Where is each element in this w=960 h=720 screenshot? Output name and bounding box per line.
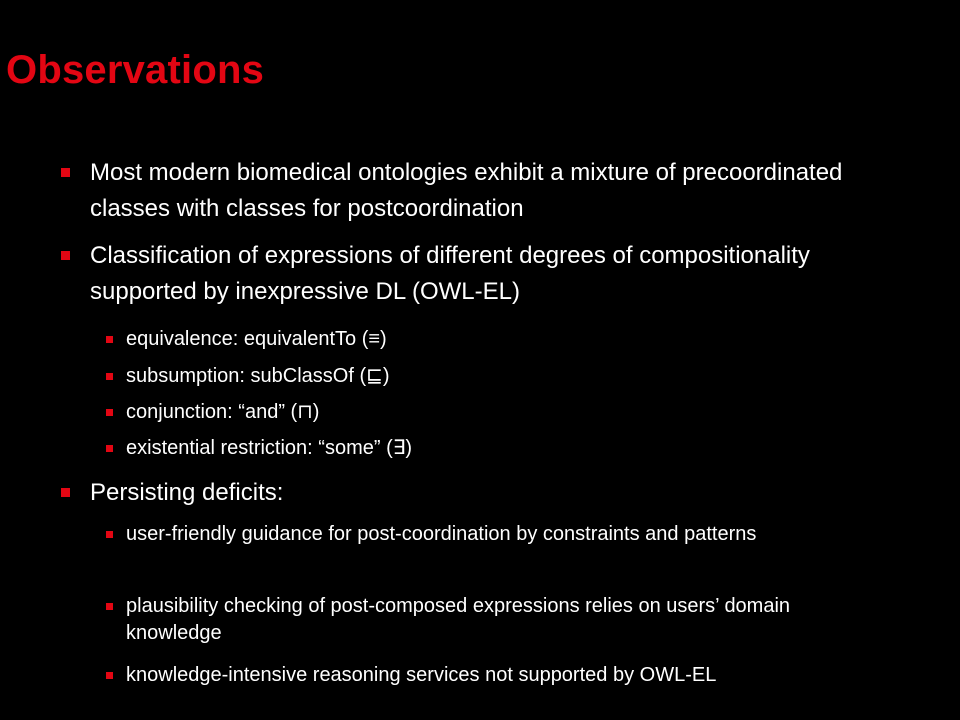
- sub-bullet-conjunction: conjunction: “and” (⊓): [126, 399, 876, 426]
- bullet-classification: Classification of expressions of different degrees of compositionality supported by inexpressive DL (OWL-EL): [90, 238, 920, 310]
- sub-bullet-reasoning: knowledge-intensive reasoning services not supported by OWL-EL: [126, 662, 876, 689]
- slide-title: Observations: [6, 48, 265, 92]
- bullet-mixture: Most modern biomedical ontologies exhibit a mixture of precoordinated classes with classes for postcoordination: [90, 155, 920, 227]
- sub-bullet-existential: existential restriction: “some” (∃): [126, 435, 876, 462]
- bullet-deficits: Persisting deficits:: [90, 475, 920, 511]
- sub-bullet-equivalence: equivalence: equivalentTo (≡): [126, 326, 876, 353]
- sub-bullet-subsumption: subsumption: subClassOf (⊑): [126, 363, 876, 390]
- sub-bullet-guidance: user-friendly guidance for post-coordination by constraints and patterns: [126, 521, 876, 548]
- slide-body: [0, 137, 960, 720]
- sub-bullet-plausibility: plausibility checking of post-composed expressions relies on users’ domain knowledge: [126, 593, 876, 647]
- slide-header: [0, 0, 960, 137]
